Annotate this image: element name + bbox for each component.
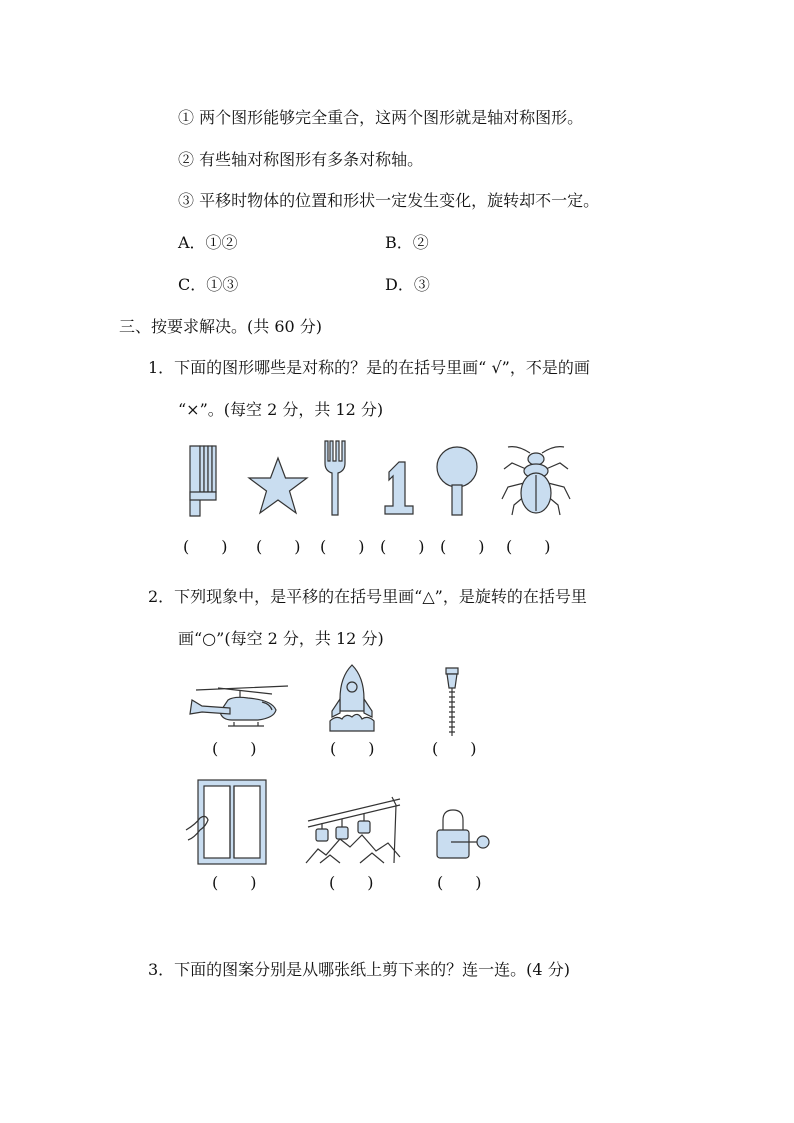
q2-blank-6[interactable]: ( ) [437,873,482,892]
q1-blank-3[interactable]: ( ) [320,537,365,556]
option-d[interactable]: D．③ [385,275,430,294]
cable-car-icon [304,793,404,865]
star-icon [247,456,309,516]
option-c[interactable]: C．①③ [178,275,239,294]
q1-blank-4[interactable]: ( ) [380,537,425,556]
digit-one-icon [381,460,415,516]
q2-line-1: 2．下列现象中，是平移的在括号里画“△”，是旋转的在括号里 [148,587,587,606]
statement-2: ② 有些轴对称图形有多条对称轴。 [178,150,424,169]
rocket-icon [326,663,378,735]
q2-blank-4[interactable]: ( ) [212,873,257,892]
q1-blank-5[interactable]: ( ) [440,537,485,556]
q1-line-1: 1．下面的图形哪些是对称的？是的在括号里画“ √”，不是的画 [148,358,590,377]
padlock-key-icon [433,808,491,864]
q1-blank-2[interactable]: ( ) [256,537,301,556]
q3-line-1: 3．下面的图案分别是从哪张纸上剪下来的？连一连。(4 分) [148,960,570,979]
statement-3: ③ 平移时物体的位置和形状一定发生变化，旋转却不一定。 [178,191,600,210]
q1-blank-6[interactable]: ( ) [506,537,551,556]
q2-blank-2[interactable]: ( ) [330,739,375,758]
comb-icon [186,442,220,518]
helicopter-icon [188,678,292,726]
zipper-icon [441,666,463,738]
beetle-icon [500,443,572,517]
q2-line-2: 画“○”(每空 2 分，共 12 分) [178,629,384,648]
q2-blank-5[interactable]: ( ) [329,873,374,892]
ping-pong-paddle-icon [433,445,481,517]
q2-blank-3[interactable]: ( ) [432,739,477,758]
sliding-window-icon [184,778,270,868]
option-b[interactable]: B．② [385,233,429,252]
statement-1: ① 两个图形能够完全重合，这两个图形就是轴对称图形。 [178,108,584,127]
q2-blank-1[interactable]: ( ) [212,739,257,758]
q1-line-2: “×”。(每空 2 分，共 12 分) [178,400,384,419]
option-a[interactable]: A．①② [178,233,238,252]
fork-icon [322,439,348,517]
section-heading: 三、按要求解决。(共 60 分) [119,317,323,336]
q1-blank-1[interactable]: ( ) [183,537,228,556]
